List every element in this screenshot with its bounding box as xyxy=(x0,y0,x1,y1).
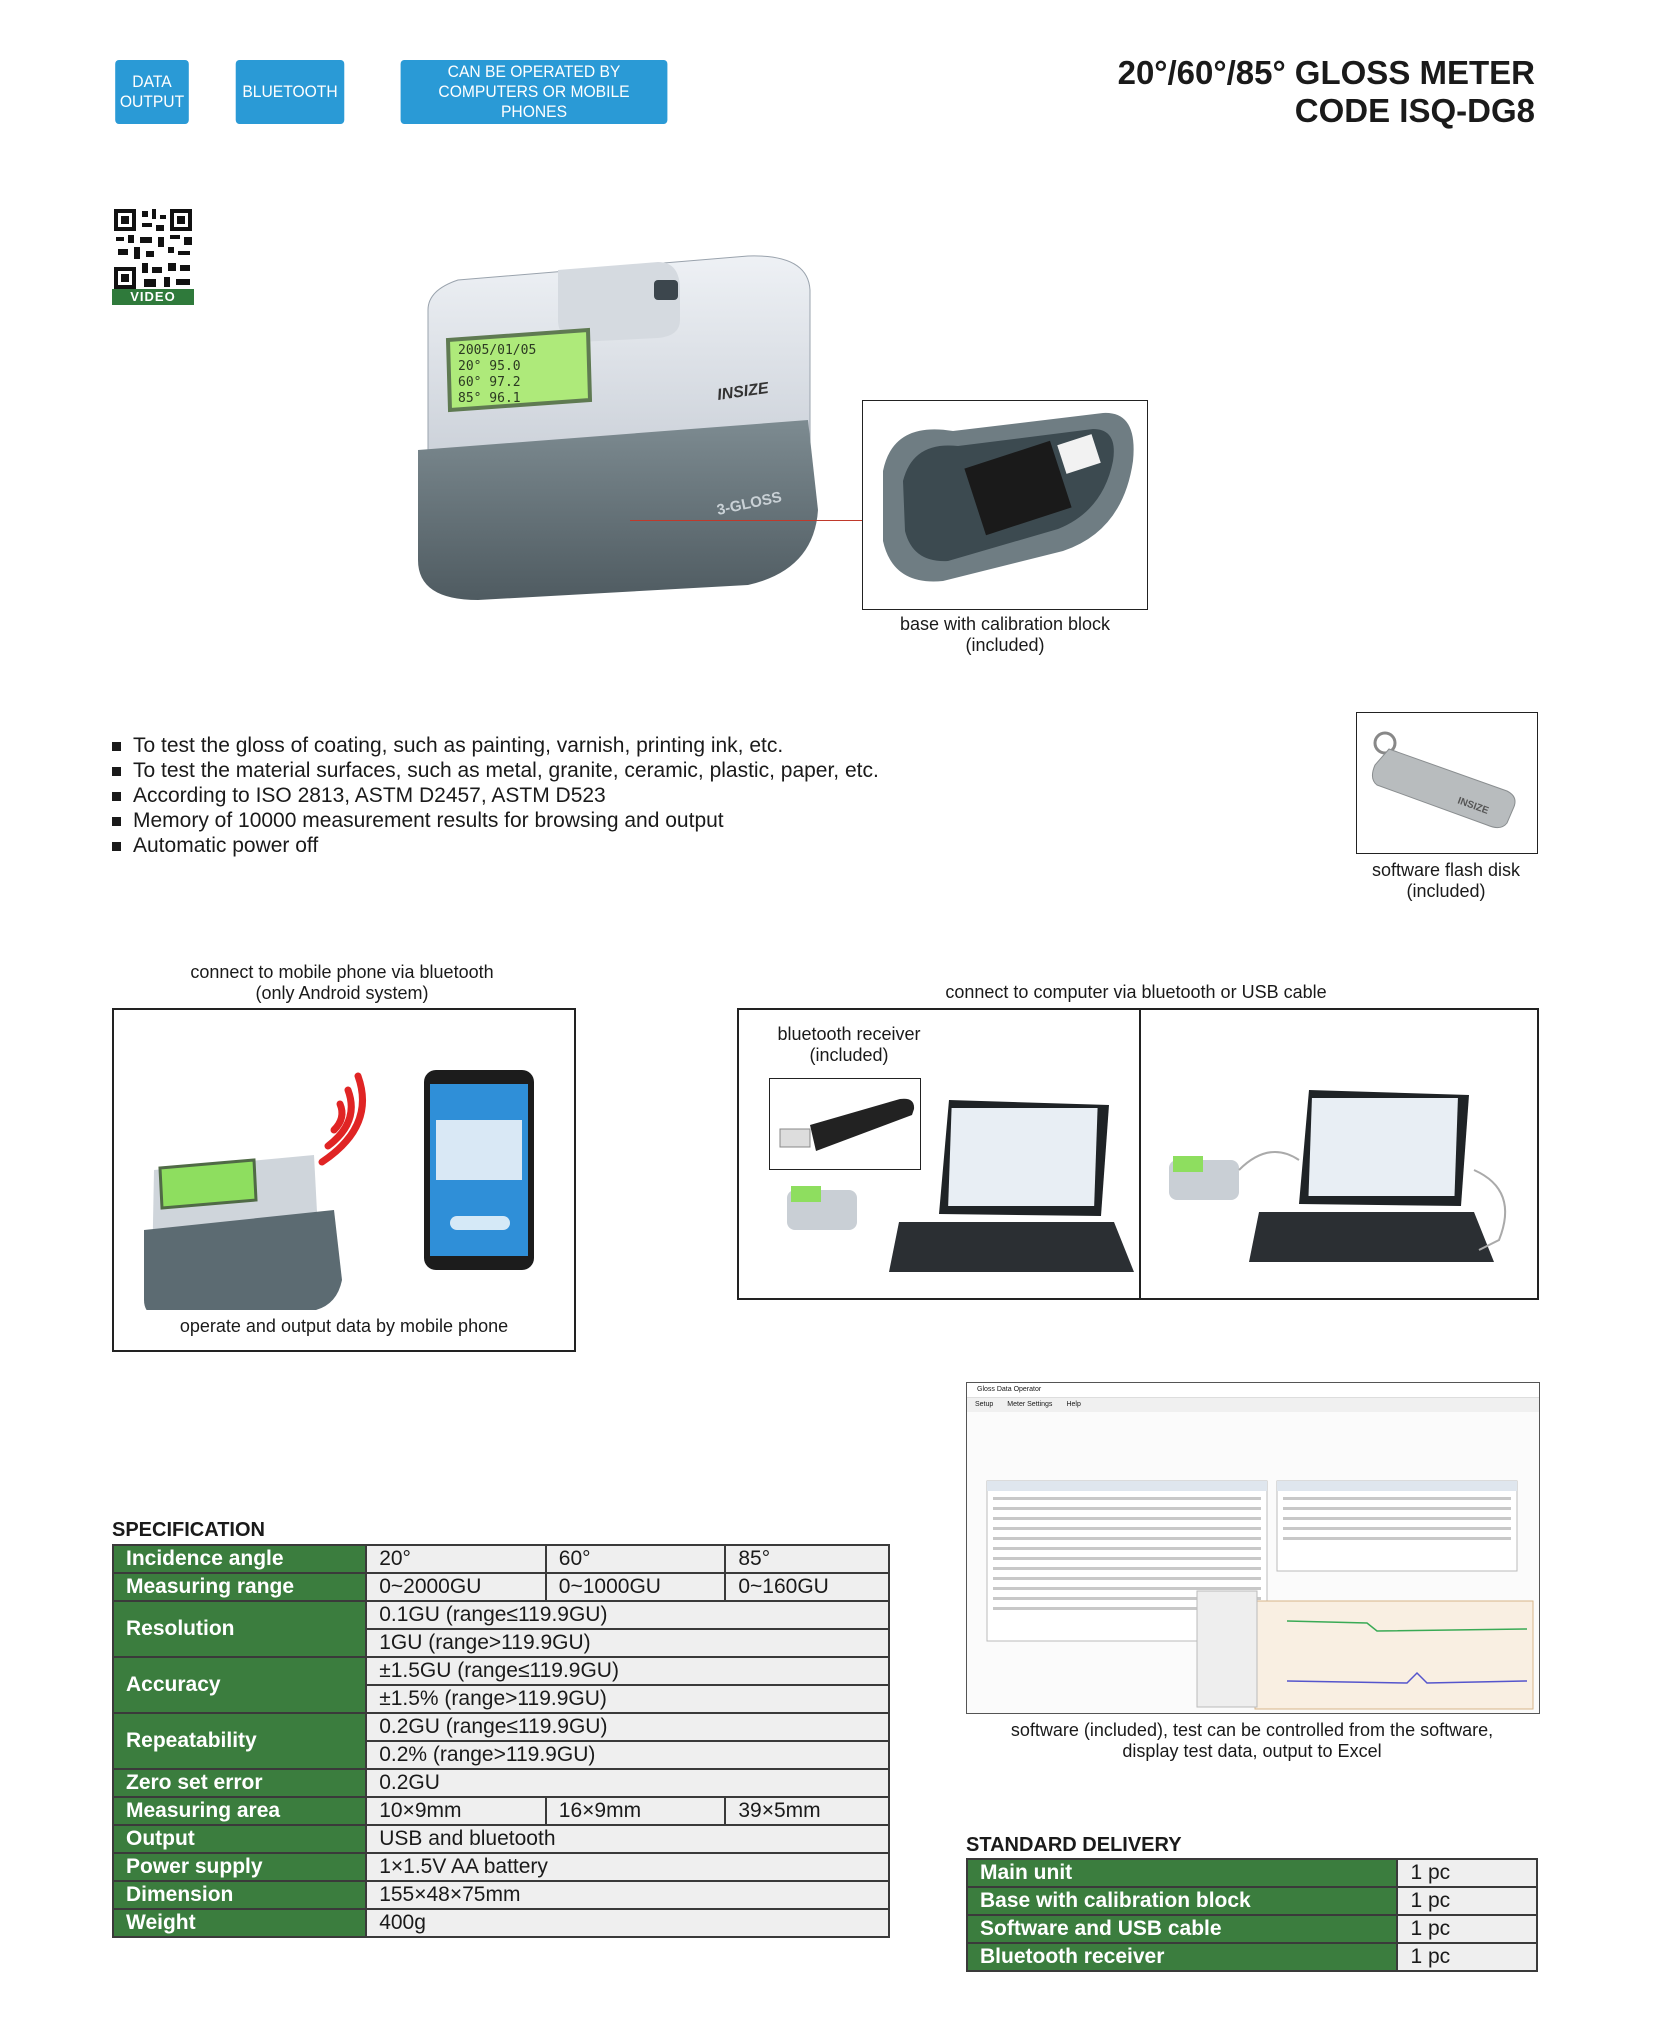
laptop-left-icon xyxy=(889,1100,1134,1272)
spec-label: Dimension xyxy=(113,1881,366,1909)
spec-value: 60° xyxy=(546,1545,726,1573)
device-screen-line4: 85° 96.1 xyxy=(458,391,521,406)
table-row xyxy=(113,1573,889,1601)
spec-value: 20° xyxy=(366,1545,546,1573)
table-row xyxy=(113,1769,889,1797)
base-connector-line xyxy=(630,520,862,521)
table-row xyxy=(113,1853,889,1881)
delivery-qty: 1 pc xyxy=(1397,1887,1537,1915)
badge-bluetooth: BLUETOOTH xyxy=(236,60,345,124)
delivery-title: STANDARD DELIVERY xyxy=(966,1834,1182,1856)
spec-value: 16×9mm xyxy=(546,1797,726,1825)
flash-disk-caption: software flash disk (included) xyxy=(1371,860,1521,901)
spec-label: Power supply xyxy=(113,1853,366,1881)
bluetooth-waves-icon xyxy=(322,1076,363,1162)
delivery-qty: 1 pc xyxy=(1397,1859,1537,1887)
spec-title: SPECIFICATION xyxy=(112,1519,265,1541)
spec-label: Output xyxy=(113,1825,366,1853)
spec-label: Incidence angle xyxy=(113,1545,366,1573)
device-model-label: 3-GLOSS xyxy=(715,488,784,519)
feature-item: According to ISO 2813, ASTM D2457, ASTM D523 xyxy=(112,783,879,808)
spec-value: 0~1000GU xyxy=(546,1573,726,1601)
feature-item: Memory of 10000 measurement results for browsing and output xyxy=(112,808,879,833)
spec-label: Measuring area xyxy=(113,1797,366,1825)
product-code: CODE ISQ-DG8 xyxy=(1294,92,1535,129)
table-row xyxy=(113,1545,889,1573)
feature-item: Automatic power off xyxy=(112,833,879,858)
device-screen-line3: 60° 97.2 xyxy=(458,375,521,390)
spec-label: Resolution xyxy=(113,1601,366,1657)
table-row xyxy=(113,1909,889,1937)
mobile-connect-caption: connect to mobile phone via bluetooth (only Android system) xyxy=(190,962,494,1003)
software-caption: software (included), test can be controlled from the software, display test data, output to Excel xyxy=(1010,1720,1494,1761)
gloss-meter-image xyxy=(418,250,818,600)
software-menu-meter-settings[interactable]: Meter Settings xyxy=(1007,1401,1053,1408)
receiver-caption: bluetooth receiver (included) xyxy=(777,1024,921,1065)
spec-value: 0.1GU (range≤119.9GU) xyxy=(366,1601,889,1629)
spec-value: 0.2GU (range≤119.9GU) xyxy=(366,1713,889,1741)
mobile-operate-caption: operate and output data by mobile phone xyxy=(179,1316,509,1336)
spec-value: ±1.5% (range>119.9GU) xyxy=(366,1685,889,1713)
spec-value: 155×48×75mm xyxy=(366,1881,889,1909)
spec-value: USB and bluetooth xyxy=(366,1825,889,1853)
device-screen-line1: 2005/01/05 xyxy=(458,343,537,358)
delivery-item: Bluetooth receiver xyxy=(967,1943,1397,1971)
qr-code-icon xyxy=(112,207,194,291)
table-row xyxy=(113,1657,889,1685)
flash-disk-photo xyxy=(1356,712,1538,854)
table-row xyxy=(967,1915,1537,1943)
feature-item: To test the material surfaces, such as metal, granite, ceramic, plastic, paper, etc. xyxy=(112,758,879,783)
qr-code[interactable] xyxy=(112,207,194,305)
spec-value: 0.2GU xyxy=(366,1769,889,1797)
table-row xyxy=(113,1713,889,1741)
spec-value: 0~160GU xyxy=(725,1573,889,1601)
delivery-item: Main unit xyxy=(967,1859,1397,1887)
base-calibration-photo xyxy=(862,400,1148,610)
feature-list xyxy=(112,733,879,858)
computer-connect-caption: connect to computer via bluetooth or USB cable xyxy=(945,982,1327,1002)
base-calibration-caption: base with calibration block (included) xyxy=(899,614,1111,655)
mobile-connection-panel xyxy=(112,1008,576,1352)
spec-label: Accuracy xyxy=(113,1657,366,1713)
spec-value: 39×5mm xyxy=(725,1797,889,1825)
device-screen-line2: 20° 95.0 xyxy=(458,359,521,374)
table-row xyxy=(967,1943,1537,1971)
spec-value: 0.2% (range>119.9GU) xyxy=(366,1741,889,1769)
badge-operated-by-computers: CAN BE OPERATED BY COMPUTERS OR MOBILE PHONES xyxy=(401,60,668,124)
table-row xyxy=(967,1859,1537,1887)
software-menu-setup[interactable]: Setup xyxy=(975,1401,994,1408)
delivery-qty: 1 pc xyxy=(1397,1943,1537,1971)
product-title xyxy=(1118,54,1535,130)
table-row xyxy=(113,1797,889,1825)
software-title-bar: Gloss Data Operator xyxy=(967,1383,1539,1398)
spec-value: 85° xyxy=(725,1545,889,1573)
table-row xyxy=(113,1601,889,1629)
table-row xyxy=(113,1881,889,1909)
product-title-line1: 20°/60°/85° GLOSS METER xyxy=(1117,54,1535,91)
delivery-qty: 1 pc xyxy=(1397,1915,1537,1943)
spec-value: 1GU (range>119.9GU) xyxy=(366,1629,889,1657)
software-menu-help[interactable]: Help xyxy=(1066,1401,1081,1408)
computer-connection-panel xyxy=(737,1008,1539,1300)
software-screenshot xyxy=(966,1382,1540,1714)
feature-item: To test the gloss of coating, such as painting, varnish, printing ink, etc. xyxy=(112,733,879,758)
laptop-right-icon xyxy=(1249,1090,1494,1262)
spec-value: 1×1.5V AA battery xyxy=(366,1853,889,1881)
spec-table xyxy=(112,1544,890,1938)
delivery-item: Base with calibration block xyxy=(967,1887,1397,1915)
delivery-item: Software and USB cable xyxy=(967,1915,1397,1943)
spec-value: ±1.5GU (range≤119.9GU) xyxy=(366,1657,889,1685)
table-row xyxy=(113,1825,889,1853)
spec-value: 0~2000GU xyxy=(366,1573,546,1601)
spec-label: Repeatability xyxy=(113,1713,366,1769)
table-row xyxy=(967,1887,1537,1915)
delivery-table xyxy=(966,1858,1538,1972)
software-menu-bar xyxy=(967,1398,1539,1412)
device-brand-logo: INSIZE xyxy=(716,379,770,404)
spec-label: Weight xyxy=(113,1909,366,1937)
badge-data-output: DATA OUTPUT xyxy=(115,60,189,124)
flash-disk-brand: INSIZE xyxy=(1455,795,1491,817)
spec-label: Measuring range xyxy=(113,1573,366,1601)
spec-label: Zero set error xyxy=(113,1769,366,1797)
spec-value: 400g xyxy=(366,1909,889,1937)
qr-video-label: VIDEO xyxy=(112,289,194,305)
spec-value: 10×9mm xyxy=(366,1797,546,1825)
